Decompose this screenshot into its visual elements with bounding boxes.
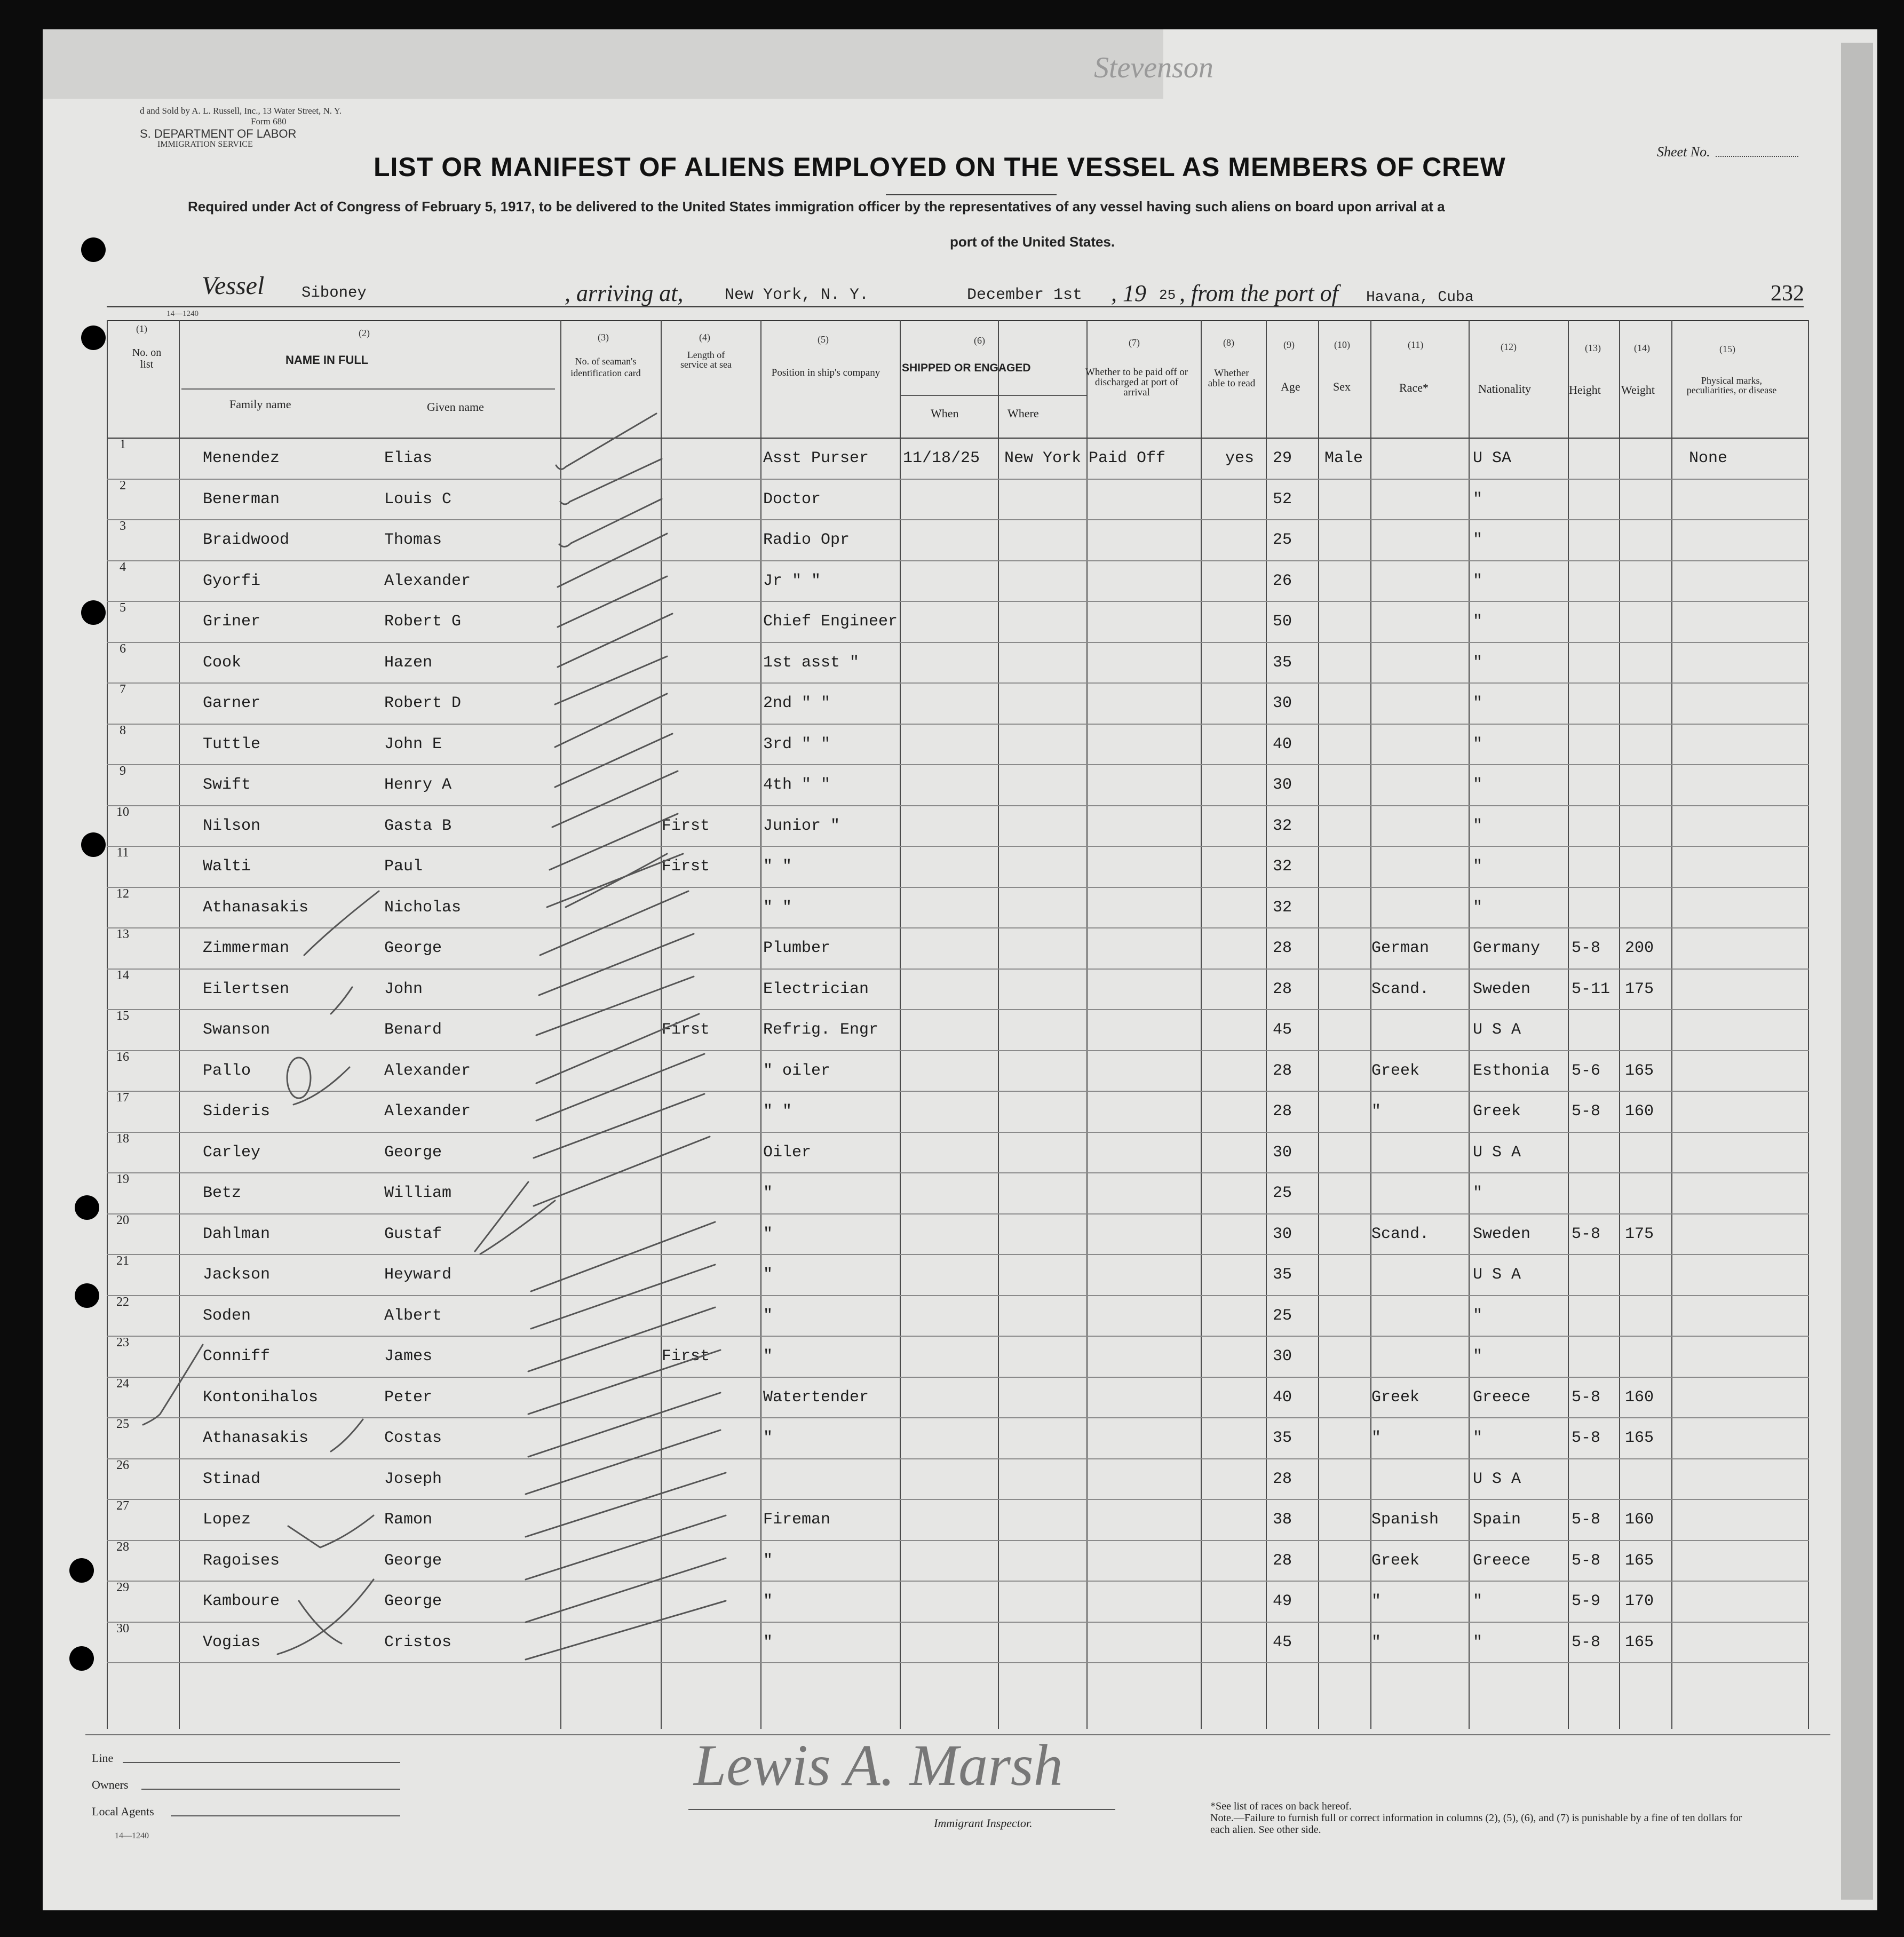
race: German — [1371, 939, 1430, 957]
nationality: " — [1473, 654, 1483, 672]
col2-family: Family name — [229, 398, 291, 411]
age: 28 — [1273, 980, 1292, 998]
position: Fireman — [763, 1511, 831, 1529]
weight: 160 — [1625, 1388, 1654, 1407]
length-of-service: First — [662, 1021, 710, 1039]
col2-label: NAME IN FULL — [285, 353, 369, 367]
given-name: George — [384, 1592, 442, 1610]
col4-label: Length of service at sea — [680, 350, 732, 370]
row-number: 3 — [120, 519, 126, 533]
col10-num: (10) — [1334, 339, 1350, 350]
col6-label: SHIPPED OR ENGAGED — [902, 362, 1031, 374]
height: 5-8 — [1572, 1552, 1601, 1570]
local-agents-field — [171, 1815, 400, 1816]
nationality: " — [1473, 1307, 1483, 1325]
nationality: Greece — [1473, 1552, 1531, 1570]
age: 28 — [1273, 1552, 1292, 1570]
position: " — [763, 1633, 773, 1652]
given-name: Paul — [384, 858, 423, 876]
nationality: " — [1473, 1184, 1483, 1202]
given-name: William — [384, 1184, 452, 1202]
signature-rule — [688, 1809, 1115, 1810]
height: 5-9 — [1572, 1592, 1601, 1610]
nationality: " — [1473, 572, 1483, 590]
row-number: 22 — [116, 1295, 129, 1309]
col5-label: Position in ship's company — [771, 367, 880, 378]
position: Watertender — [763, 1388, 869, 1407]
family-name: Jackson — [203, 1266, 271, 1284]
row-number: 25 — [116, 1417, 129, 1431]
age: 28 — [1273, 1062, 1292, 1080]
row-number: 21 — [116, 1254, 129, 1268]
height: 5-8 — [1572, 1633, 1601, 1652]
nationality: U S A — [1473, 1144, 1521, 1162]
top-scrawl: Stevenson — [1094, 51, 1213, 84]
family-name: Eilertsen — [203, 980, 290, 998]
col1-num: (1) — [136, 323, 147, 334]
race: Spanish — [1371, 1511, 1439, 1529]
physical-marks: None — [1689, 449, 1728, 467]
age: 35 — [1273, 1266, 1292, 1284]
weight: 165 — [1625, 1429, 1654, 1447]
family-name: Carley — [203, 1144, 261, 1162]
family-name: Benerman — [203, 490, 280, 509]
nationality: " — [1473, 1633, 1483, 1652]
col15-num: (15) — [1719, 344, 1735, 354]
col2-num: (2) — [359, 328, 370, 338]
col9-num: (9) — [1283, 339, 1295, 350]
family-name: Cook — [203, 654, 242, 672]
vessel-label: Vessel — [202, 272, 265, 300]
nationality: U S A — [1473, 1470, 1521, 1488]
given-name: Peter — [384, 1388, 433, 1407]
family-name: Zimmerman — [203, 939, 290, 957]
nationality: " — [1473, 531, 1483, 549]
family-name: Griner — [203, 613, 261, 631]
row-number: 28 — [116, 1540, 129, 1554]
age: 32 — [1273, 858, 1292, 876]
weight: 160 — [1625, 1511, 1654, 1529]
race: Greek — [1371, 1062, 1420, 1080]
family-name: Stinad — [203, 1470, 261, 1488]
service-label: IMMIGRATION SERVICE — [157, 140, 253, 149]
arrival-year: 25 — [1159, 287, 1176, 303]
given-name: Elias — [384, 449, 433, 467]
position: Electrician — [763, 980, 869, 998]
row-number: 11 — [116, 846, 129, 860]
given-name: Alexander — [384, 1102, 471, 1121]
given-name: Hazen — [384, 654, 433, 672]
nationality: " — [1473, 1592, 1483, 1610]
age: 30 — [1273, 1144, 1292, 1162]
owners-label: Owners — [92, 1778, 129, 1791]
position: Refrig. Engr — [763, 1021, 879, 1039]
nationality: " — [1473, 858, 1483, 876]
nationality: " — [1473, 735, 1483, 753]
given-name: James — [384, 1347, 433, 1366]
given-name: Cristos — [384, 1633, 452, 1652]
sex: Male — [1324, 449, 1363, 467]
age: 28 — [1273, 1470, 1292, 1488]
form-code-bottom: 14—1240 — [115, 1831, 149, 1840]
nationality: U S A — [1473, 1021, 1521, 1039]
position: Radio Opr — [763, 531, 850, 549]
given-name: Robert G — [384, 613, 462, 631]
col3-label: No. of seaman's identification card — [570, 356, 641, 378]
weight: 200 — [1625, 939, 1654, 957]
race: " — [1371, 1592, 1382, 1610]
position: " — [763, 1592, 773, 1610]
family-name: Ragoises — [203, 1552, 280, 1570]
given-name: John E — [384, 735, 442, 753]
age: 49 — [1273, 1592, 1292, 1610]
col2-given: Given name — [427, 400, 484, 414]
height: 5-8 — [1572, 1388, 1601, 1407]
age: 40 — [1273, 735, 1292, 753]
given-name: Gustaf — [384, 1225, 442, 1243]
row-number: 14 — [116, 968, 129, 982]
given-name: George — [384, 1144, 442, 1162]
family-name: Pallo — [203, 1062, 251, 1080]
family-name: Vogias — [203, 1633, 261, 1652]
row-number: 29 — [116, 1581, 129, 1594]
col5-num: (5) — [818, 334, 829, 345]
row-number: 9 — [120, 764, 126, 778]
nationality: " — [1473, 1347, 1483, 1366]
age: 40 — [1273, 1388, 1292, 1407]
col10-label: Sex — [1333, 380, 1351, 393]
row-number: 27 — [116, 1499, 129, 1513]
age: 35 — [1273, 654, 1292, 672]
department-label: S. DEPARTMENT OF LABOR — [140, 127, 297, 140]
position: Doctor — [763, 490, 821, 509]
weight: 175 — [1625, 1225, 1654, 1243]
form-title: LIST OR MANIFEST OF ALIENS EMPLOYED ON THE VESSEL AS MEMBERS OF CREW — [374, 152, 1506, 182]
position: " — [763, 1552, 773, 1570]
given-name: Thomas — [384, 531, 442, 549]
row-number: 15 — [116, 1009, 129, 1023]
col4-num: (4) — [699, 332, 710, 343]
given-name: Joseph — [384, 1470, 442, 1488]
requirement-line-1: Required under Act of Congress of February 5, 1917, to be delivered to the United States immigration officer by the representatives of any vessel having such aliens on board upon arrival at a — [188, 199, 1445, 215]
col7-label: Whether to be paid off or discharged at port of arrival — [1085, 367, 1188, 398]
col3-num: (3) — [598, 332, 609, 343]
arriving-label: , arriving at, — [565, 280, 684, 306]
position: 2nd " " — [763, 694, 831, 712]
nationality: " — [1473, 490, 1483, 509]
row-number: 18 — [116, 1132, 129, 1146]
race: Greek — [1371, 1552, 1420, 1570]
row-number: 13 — [116, 927, 129, 941]
age: 26 — [1273, 572, 1292, 590]
row-number: 19 — [116, 1172, 129, 1186]
family-name: Soden — [203, 1307, 251, 1325]
weight: 175 — [1625, 980, 1654, 998]
col12-label: Nationality — [1478, 382, 1531, 395]
age: 38 — [1273, 1511, 1292, 1529]
weight: 160 — [1625, 1102, 1654, 1121]
given-name: Gasta B — [384, 817, 452, 835]
height: 5-8 — [1572, 1102, 1601, 1121]
position: Asst Purser — [763, 449, 869, 467]
given-name: Alexander — [384, 572, 471, 590]
row-number: 12 — [116, 887, 129, 901]
col6-num: (6) — [974, 335, 985, 346]
position: 1st asst " — [763, 654, 860, 672]
col13-num: (13) — [1585, 343, 1601, 353]
position: " " — [763, 858, 792, 876]
length-of-service: First — [662, 817, 710, 835]
age: 30 — [1273, 776, 1292, 794]
height: 5-11 — [1572, 980, 1611, 998]
age: 45 — [1273, 1021, 1292, 1039]
col8-label: Whether able to read — [1208, 368, 1256, 389]
given-name: John — [384, 980, 423, 998]
age: 50 — [1273, 613, 1292, 631]
age: 25 — [1273, 531, 1292, 549]
family-name: Menendez — [203, 449, 280, 467]
line-field — [123, 1762, 400, 1763]
publisher-line: d and Sold by A. L. Russell, Inc., 13 Water Street, N. Y. — [140, 106, 342, 116]
nationality: Sweden — [1473, 1225, 1531, 1243]
family-name: Tuttle — [203, 735, 261, 753]
arrival-date: December 1st — [967, 286, 1083, 304]
col7-num: (7) — [1129, 337, 1140, 348]
col9-label: Age — [1281, 380, 1300, 393]
family-name: Nilson — [203, 817, 261, 835]
nationality: " — [1473, 694, 1483, 712]
nationality: " — [1473, 817, 1483, 835]
family-name: Betz — [203, 1184, 242, 1202]
col12-num: (12) — [1501, 342, 1517, 352]
given-name: Robert D — [384, 694, 462, 712]
nationality: Greece — [1473, 1388, 1531, 1407]
given-name: Albert — [384, 1307, 442, 1325]
col15-label: Physical marks, peculiarities, or disease — [1686, 375, 1777, 395]
height: 5-6 — [1572, 1062, 1601, 1080]
inspector-signature: Lewis A. Marsh — [694, 1733, 1063, 1798]
col1-label: No. on list — [132, 347, 162, 370]
given-name: Costas — [384, 1429, 442, 1447]
row-number: 2 — [120, 479, 126, 493]
family-name: Braidwood — [203, 531, 290, 549]
height: 5-8 — [1572, 1429, 1601, 1447]
age: 30 — [1273, 1347, 1292, 1366]
row-number: 23 — [116, 1336, 129, 1349]
row-number: 30 — [116, 1622, 129, 1636]
position: 4th " " — [763, 776, 831, 794]
race: " — [1371, 1429, 1382, 1447]
position: " — [763, 1225, 773, 1243]
shipped-where: New York — [1004, 449, 1082, 467]
nationality: " — [1473, 613, 1483, 631]
able-to-read: yes — [1225, 449, 1255, 467]
line-label: Line — [92, 1751, 114, 1765]
vessel-name: Siboney — [302, 284, 367, 301]
family-name: Lopez — [203, 1511, 251, 1529]
col6-where: Where — [1007, 407, 1039, 420]
requirement-line-2: port of the United States. — [950, 234, 1115, 250]
nationality: Spain — [1473, 1511, 1521, 1529]
position: " — [763, 1347, 773, 1366]
given-name: George — [384, 1552, 442, 1570]
age: 25 — [1273, 1184, 1292, 1202]
family-name: Kamboure — [203, 1592, 280, 1610]
family-name: Athanasakis — [203, 1429, 309, 1447]
inspector-label: Immigrant Inspector. — [934, 1816, 1033, 1830]
height: 5-8 — [1572, 939, 1601, 957]
age: 25 — [1273, 1307, 1292, 1325]
page-number: 232 — [1771, 281, 1804, 306]
family-name: Garner — [203, 694, 261, 712]
sheet-number-label: Sheet No. — [1657, 144, 1710, 160]
position: Jr " " — [763, 572, 821, 590]
family-name: Swanson — [203, 1021, 271, 1039]
race: " — [1371, 1102, 1382, 1121]
nationality: U S A — [1473, 1266, 1521, 1284]
race: Scand. — [1371, 980, 1430, 998]
age: 32 — [1273, 899, 1292, 917]
nationality: " — [1473, 776, 1483, 794]
form-number: Form 680 — [251, 116, 287, 126]
col11-num: (11) — [1408, 339, 1424, 350]
family-name: Gyorfi — [203, 572, 261, 590]
nationality: Germany — [1473, 939, 1541, 957]
given-name: Heyward — [384, 1266, 452, 1284]
position: Plumber — [763, 939, 831, 957]
weight: 165 — [1625, 1552, 1654, 1570]
row-number: 6 — [120, 642, 126, 656]
col11-label: Race* — [1399, 381, 1429, 394]
family-name: Dahlman — [203, 1225, 271, 1243]
penalty-note: Note.—Failure to furnish full or correct information in columns (2), (5), (6), and (7) is punishable by a fine of ten dollars for each alien. See other side. — [1210, 1812, 1742, 1836]
row-number: 24 — [116, 1377, 129, 1391]
row-number: 26 — [116, 1458, 129, 1472]
form-code-top: 14—1240 — [166, 309, 199, 318]
position: Chief Engineer — [763, 613, 898, 631]
nationality: Sweden — [1473, 980, 1531, 998]
races-note: *See list of races on back hereof. — [1210, 1800, 1352, 1812]
position: " — [763, 1307, 773, 1325]
col6-when: When — [931, 407, 959, 420]
weight: 165 — [1625, 1062, 1654, 1080]
length-of-service: First — [662, 1347, 710, 1366]
shipped-when: 11/18/25 — [903, 449, 980, 467]
family-name: Sideris — [203, 1102, 271, 1121]
position: " " — [763, 899, 792, 917]
position: " oiler — [763, 1062, 831, 1080]
row-number: 16 — [116, 1050, 129, 1064]
col14-num: (14) — [1634, 343, 1650, 353]
nationality: Esthonia — [1473, 1062, 1550, 1080]
position: 3rd " " — [763, 735, 831, 753]
age: 30 — [1273, 694, 1292, 712]
position: " " — [763, 1102, 792, 1121]
age: 32 — [1273, 817, 1292, 835]
position: Oiler — [763, 1144, 812, 1162]
position: " — [763, 1266, 773, 1284]
race: Greek — [1371, 1388, 1420, 1407]
arrival-port: New York, N. Y. — [725, 286, 869, 304]
family-name: Athanasakis — [203, 899, 309, 917]
row-number: 17 — [116, 1091, 129, 1105]
position: " — [763, 1184, 773, 1202]
family-name: Conniff — [203, 1347, 271, 1366]
row-number: 5 — [120, 601, 126, 615]
position: " — [763, 1429, 773, 1447]
nationality: Greek — [1473, 1102, 1521, 1121]
family-name: Walti — [203, 858, 251, 876]
age: 52 — [1273, 490, 1292, 509]
col14-label: Weight — [1621, 383, 1655, 396]
age: 30 — [1273, 1225, 1292, 1243]
race: " — [1371, 1633, 1382, 1652]
given-name: Louis C — [384, 490, 452, 509]
nationality: " — [1473, 899, 1483, 917]
col8-num: (8) — [1223, 337, 1234, 348]
row-number: 7 — [120, 682, 126, 696]
given-name: Alexander — [384, 1062, 471, 1080]
family-name: Kontonihalos — [203, 1388, 319, 1407]
family-name: Swift — [203, 776, 251, 794]
owners-field — [141, 1789, 400, 1790]
nationality: U SA — [1473, 449, 1512, 467]
weight: 170 — [1625, 1592, 1654, 1610]
given-name: Benard — [384, 1021, 442, 1039]
row-number: 8 — [120, 724, 126, 737]
col13-label: Height — [1569, 383, 1601, 396]
age: 28 — [1273, 939, 1292, 957]
height: 5-8 — [1572, 1225, 1601, 1243]
row-number: 1 — [120, 438, 126, 451]
given-name: Henry A — [384, 776, 452, 794]
row-number: 4 — [120, 560, 126, 574]
weight: 165 — [1625, 1633, 1654, 1652]
departure-port: Havana, Cuba — [1366, 289, 1474, 306]
race: Scand. — [1371, 1225, 1430, 1243]
length-of-service: First — [662, 858, 710, 876]
year-label: , 19 — [1111, 280, 1146, 306]
from-port-label: , from the port of — [1179, 280, 1338, 306]
row-number: 20 — [116, 1213, 129, 1227]
position: Junior " — [763, 817, 840, 835]
local-agents-label: Local Agents — [92, 1805, 154, 1818]
age: 28 — [1273, 1102, 1292, 1121]
height: 5-8 — [1572, 1511, 1601, 1529]
row-number: 10 — [116, 805, 129, 819]
given-name: George — [384, 939, 442, 957]
age: 45 — [1273, 1633, 1292, 1652]
given-name: Nicholas — [384, 899, 462, 917]
nationality: " — [1473, 1429, 1483, 1447]
age: 35 — [1273, 1429, 1292, 1447]
age: 29 — [1273, 449, 1292, 467]
paid-off: Paid Off — [1089, 449, 1166, 467]
given-name: Ramon — [384, 1511, 433, 1529]
